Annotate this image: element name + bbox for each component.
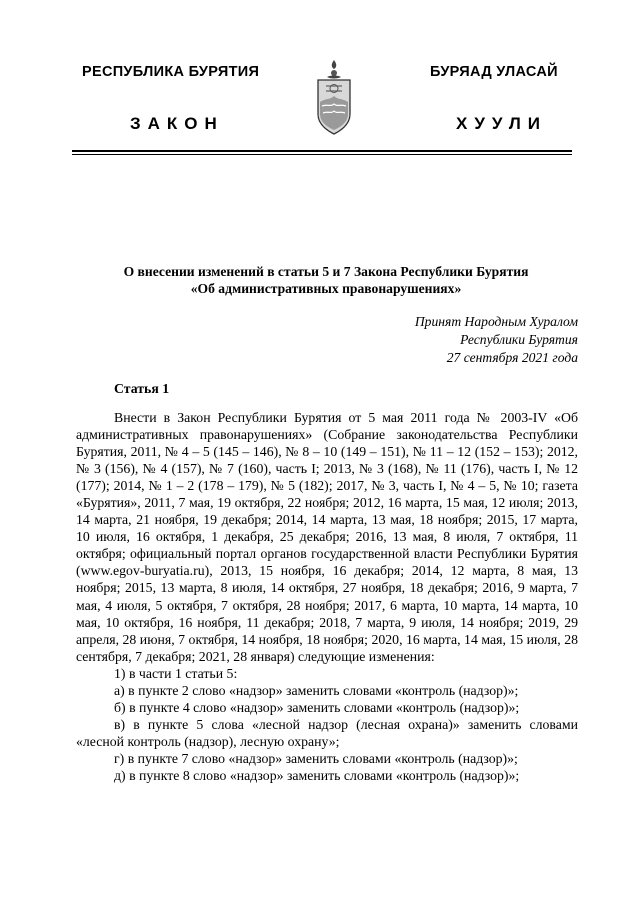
header-divider-thin [72, 154, 572, 155]
amendment-item: д) в пункте 8 слово «надзор» заменить словами «контроль (надзор)»; [114, 767, 520, 783]
article-body [76, 409, 578, 784]
coat-of-arms-icon [314, 58, 354, 138]
law-title-line-1: О внесении изменений в статьи 5 и 7 Закона Республики Бурятия [123, 264, 529, 279]
adoption-note-line-2: Республики Бурятия [460, 332, 578, 347]
adoption-note-line-1: Принят Народным Хуралом [414, 314, 578, 329]
amendment-item: в) в пункте 5 слова «лесной надзор (лесная охрана)» заменить словами «лесной контроль (надзор), лесную охрану»; [76, 716, 578, 749]
amendment-item: 1) в части 1 статьи 5: [114, 665, 238, 681]
law-label-russian: ЗАКОН [130, 114, 224, 133]
amendment-list [76, 665, 578, 784]
republic-name-russian: РЕСПУБЛИКА БУРЯТИЯ [82, 64, 260, 80]
law-label-buryat: ХУУЛИ [456, 114, 547, 133]
amendment-item: б) в пункте 4 слово «надзор» заменить словами «контроль (надзор)»; [114, 699, 520, 715]
law-title-line-2: «Об административных правонарушениях» [190, 281, 462, 296]
adoption-date: 27 сентября 2021 года [446, 350, 578, 365]
amendment-item: г) в пункте 7 слово «надзор» заменить словами «контроль (надзор)»; [114, 750, 518, 766]
article-heading: Статья 1 [114, 381, 170, 396]
republic-name-buryat: БУРЯАД УЛАСАЙ [430, 64, 558, 80]
adoption-note [330, 313, 578, 367]
law-title [76, 263, 576, 297]
header-divider-thick [72, 150, 572, 152]
amendment-item: а) в пункте 2 слово «надзор» заменить словами «контроль (надзор)»; [114, 682, 519, 698]
article-intro-paragraph: Внести в Закон Республики Бурятия от 5 мая 2011 года № 2003-IV «Об административных правонарушениях» (Собрание законодательства Республики Бурятия, 2011, № 4 – 5 (145 – 146), № 8 – 10 (149 – 151), № 11 – 12 (152 – 153); 2012, № 3 (156), № 4 (157), № 7 (160), часть I; 2013, № 3 (168), № 11 (176), часть I, № 12 (177); 2014, № 1 – 2 (178 – 179), № 5 (182); 2017, № 3, часть I, № 4 – 5, № 10; газета «Бурятия», 2011, 7 мая, 19 октября, 22 ноября; 2012, 16 марта, 15 мая, 12 июля; 2013, 14 марта, 21 ноября, 19 декабря; 2014, 14 марта, 13 мая, 18 ноября; 2015, 17 марта, 10 июля, 16 октября, 1 декабря, 25 декабря; 2016, 13 мая, 8 июля, 7 октября, 11 октября; официальный портал органов государственной власти Республики Бурятия (www.egov-buryatia.ru), 2013, 15 ноября, 16 декабря; 2014, 12 марта, 8 мая, 13 ноября; 2015, 13 марта, 8 июля, 14 октября, 27 ноября, 18 декабря; 2016, 9 марта, 7 мая, 4 июля, 5 октября, 7 октября, 28 ноября; 2017, 6 марта, 10 марта, 14 марта, 10 мая, 10 октября, 16 ноября, 11 декабря; 2018, 7 марта, 9 июля, 14 ноября; 2019, 29 апреля, 28 июня, 7 октября, 14 ноября, 18 ноября; 2020, 16 марта, 14 мая, 15 июля, 28 сентября, 7 декабря; 2021, 28 января) следующие изменения: [76, 410, 578, 664]
